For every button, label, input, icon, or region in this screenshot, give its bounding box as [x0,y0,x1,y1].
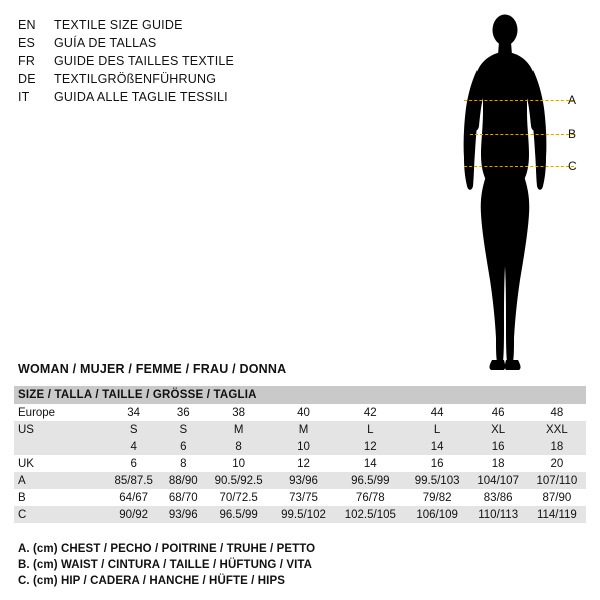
cell: S [106,421,161,438]
cell: 6 [161,438,205,455]
cell: 88/90 [161,472,205,489]
cell: L [406,421,469,438]
section-title: WOMAN / MUJER / FEMME / FRAU / DONNA [18,362,287,376]
cell: 114/119 [528,506,586,523]
cell: 96.5/99 [205,506,272,523]
row-label: A [14,472,106,489]
cell: 107/110 [528,472,586,489]
cell: 99.5/103 [406,472,469,489]
cell: 18 [528,438,586,455]
language-code: EN [18,18,36,32]
cell: 102.5/105 [335,506,406,523]
cell: 40 [272,404,335,421]
cell: XL [469,421,528,438]
note-b: B. (cm) WAIST / CINTURA / TAILLE / HÜFTUNG / VITA [18,559,313,571]
cell: 14 [335,455,406,472]
cell: 83/86 [469,489,528,506]
language-code: DE [18,72,36,86]
cell: 93/96 [161,506,205,523]
size-table-wrapper [14,386,586,523]
language-row [18,16,318,34]
measure-label-c: C [568,159,577,173]
table-header-label: SIZE / TALLA / TAILLE / GRÖSSE / TAGLIA [14,386,586,404]
cell: L [335,421,406,438]
cell: 8 [161,455,205,472]
row-label [14,438,106,455]
table-row [14,404,586,421]
cell: 4 [106,438,161,455]
table-row [14,472,586,489]
cell: 110/113 [469,506,528,523]
cell: 104/107 [469,472,528,489]
cell: 10 [205,455,272,472]
cell: 38 [205,404,272,421]
row-label: C [14,506,106,523]
cell: M [272,421,335,438]
cell: 10 [272,438,335,455]
table-row [14,506,586,523]
cell: 106/109 [406,506,469,523]
cell: 6 [106,455,161,472]
language-code: FR [18,54,36,68]
cell: 73/75 [272,489,335,506]
cell: 36 [161,404,205,421]
note-a: A. (cm) CHEST / PECHO / POITRINE / TRUHE / PETTO [18,543,316,555]
cell: 96.5/99 [335,472,406,489]
table-row [14,438,586,455]
cell: 14 [406,438,469,455]
cell: 16 [406,455,469,472]
language-header-list [18,16,318,106]
language-row [18,52,318,70]
cell: 85/87.5 [106,472,161,489]
language-title: GUÍA DE TALLAS [54,36,157,50]
row-label: Europe [14,404,106,421]
table-row [14,489,586,506]
row-label: UK [14,455,106,472]
language-title: GUIDE DES TAILLES TEXTILE [54,54,235,68]
language-title: GUIDA ALLE TAGLIE TESSILI [54,90,228,104]
cell: 87/90 [528,489,586,506]
size-table [14,386,586,523]
body-silhouette-icon [420,8,590,376]
cell: 79/82 [406,489,469,506]
measure-line-a [464,100,574,101]
measurement-notes [18,541,578,589]
cell: 99.5/102 [272,506,335,523]
note-c: C. (cm) HIP / CADERA / HANCHE / HÜFTE / HIPS [18,575,286,587]
cell: 44 [406,404,469,421]
cell: XXL [528,421,586,438]
cell: 12 [335,438,406,455]
female-body-figure [420,8,590,376]
cell: 93/96 [272,472,335,489]
cell: 20 [528,455,586,472]
row-label: US [14,421,106,438]
cell: 48 [528,404,586,421]
cell: 16 [469,438,528,455]
cell: M [205,421,272,438]
cell: 70/72.5 [205,489,272,506]
cell: 76/78 [335,489,406,506]
table-header-row [14,386,586,404]
table-row [14,455,586,472]
cell: S [161,421,205,438]
language-code: ES [18,36,36,50]
measure-label-a: A [568,93,577,107]
cell: 90.5/92.5 [205,472,272,489]
language-title: TEXTILE SIZE GUIDE [54,18,183,32]
language-row [18,70,318,88]
measure-line-b [470,134,574,135]
cell: 8 [205,438,272,455]
cell: 46 [469,404,528,421]
cell: 12 [272,455,335,472]
row-label: B [14,489,106,506]
cell: 64/67 [106,489,161,506]
language-row [18,88,318,106]
language-row [18,34,318,52]
cell: 90/92 [106,506,161,523]
cell: 18 [469,455,528,472]
cell: 68/70 [161,489,205,506]
table-row [14,421,586,438]
language-title: TEXTILGRÖßENFÜHRUNG [54,72,217,86]
cell: 34 [106,404,161,421]
measure-line-c [464,166,574,167]
measure-label-b: B [568,127,577,141]
cell: 42 [335,404,406,421]
language-code: IT [18,90,30,104]
